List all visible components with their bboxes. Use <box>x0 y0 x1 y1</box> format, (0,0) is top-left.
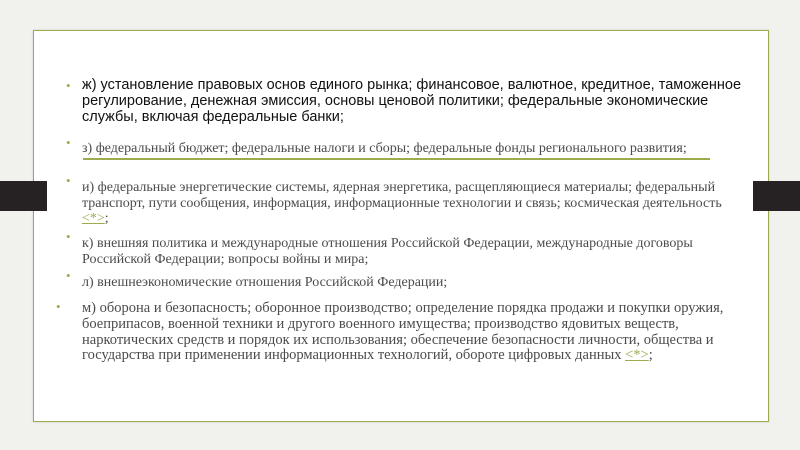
list-item-k: к) внешняя политика и международные отношения Российской Федерации, международные договоры Российской Федерации; вопросы войны и мира; <box>82 236 693 267</box>
list-item-i-text: и) федеральные энергетические системы, ядерная энергетика, расщепляющиеся материалы; федеральный транспорт, пути сообщения, информация, информационные технологии и связь; космическая деятельность <box>82 180 722 211</box>
bullet-icon: • <box>66 268 71 283</box>
list-item-i <box>82 180 742 227</box>
list-item-l: л) внешнеэкономические отношения Российской Федерации; <box>82 275 448 290</box>
footnote-link[interactable]: <*> <box>625 347 649 364</box>
bullet-icon: • <box>66 173 71 188</box>
list-item-z: з) федеральный бюджет; федеральные налоги и сборы; федеральные фонды регионального развития; <box>82 141 687 156</box>
footnote-link[interactable]: <*> <box>82 211 105 227</box>
list-item-i-end: ; <box>104 211 109 227</box>
list-item-m <box>82 301 747 364</box>
left-decor-bar <box>0 181 47 211</box>
list-item-m-end: ; <box>648 347 653 364</box>
bullet-icon: • <box>66 229 71 244</box>
divider-line <box>83 158 710 160</box>
right-decor-bar <box>753 181 800 211</box>
bullet-icon: • <box>66 78 71 93</box>
bullet-icon: • <box>56 299 61 314</box>
list-item-m-text: м) оборона и безопасность; оборонное производство; определение порядка продажи и покупки оружия, боеприпасов, военной техники и другого военного имущества; производство ядовитых веществ, наркотических средств и порядок их использования; обеспечение безопасности личности, общества и государства при применении информационных технологий, обороте цифровых данных <box>82 300 724 364</box>
bullet-icon: • <box>66 135 71 150</box>
list-item-zh: ж) установление правовых основ единого рынка; финансовое, валютное, кредитное, таможенное регулирование, денежная эмиссия, основы ценовой политики; федеральные экономические службы, включая федеральные банки; <box>82 77 742 125</box>
